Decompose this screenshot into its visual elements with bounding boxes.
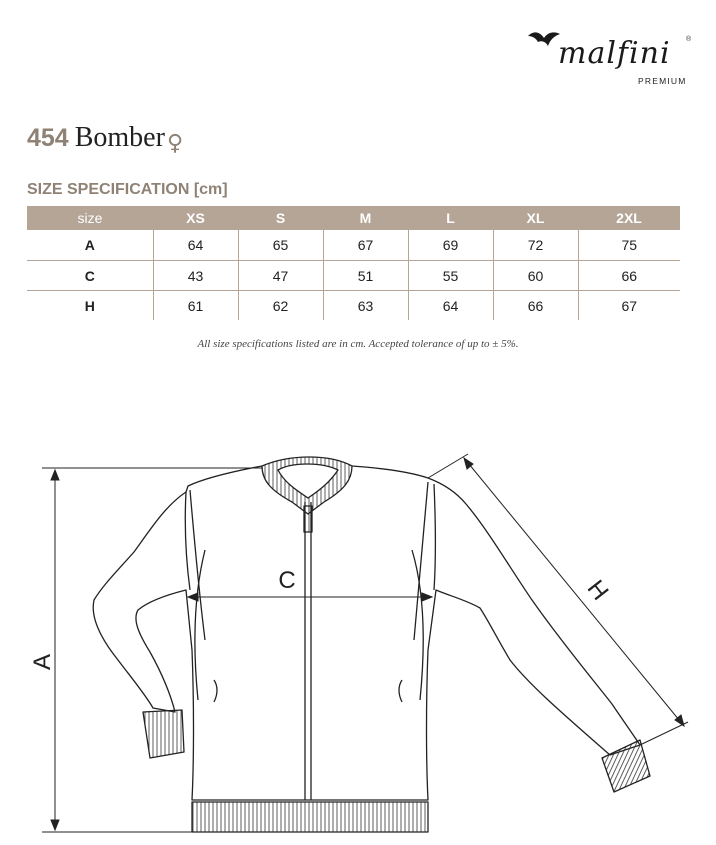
female-symbol-icon: ♀ [166, 131, 184, 156]
header-cell: XL [493, 206, 578, 230]
table-cell: 51 [323, 261, 408, 291]
table-cell: 67 [323, 230, 408, 261]
table-cell: 75 [578, 230, 680, 261]
product-code: 454 [27, 124, 69, 152]
table-cell: 64 [153, 230, 238, 261]
table-cell: 67 [578, 291, 680, 321]
header-cell: L [408, 206, 493, 230]
table-cell: 64 [408, 291, 493, 321]
bird-logo-icon [526, 28, 562, 54]
size-spec-heading: SIZE SPECIFICATION [cm] [27, 181, 228, 198]
table-cell: 66 [578, 261, 680, 291]
table-row [27, 230, 680, 261]
table-cell: 47 [238, 261, 323, 291]
row-label: H [84, 297, 95, 314]
jacket-drawing [0, 440, 716, 845]
size-table [27, 206, 680, 320]
table-cell: 72 [493, 230, 578, 261]
product-title [27, 122, 183, 162]
tolerance-note: All size specifications listed are in cm. Accepted tolerance of up to ± 5%. [197, 338, 519, 350]
table-cell: 63 [323, 291, 408, 321]
table-row [27, 291, 680, 321]
row-label: C [27, 261, 153, 291]
table-cell: 69 [408, 230, 493, 261]
table-cell: 62 [238, 291, 323, 321]
brand-wordmark: malfini [558, 36, 671, 71]
product-name: Bomber [74, 122, 165, 153]
table-cell: 55 [408, 261, 493, 291]
registered-mark: ® [686, 36, 692, 43]
row-label: A [27, 230, 153, 261]
table-row [27, 261, 680, 291]
header-cell: XS [153, 206, 238, 230]
measure-label-a: A [29, 653, 56, 671]
table-cell: 61 [153, 291, 238, 321]
table-cell: 66 [493, 291, 578, 321]
header-cell: 2XL [578, 206, 680, 230]
table-header-row [27, 206, 680, 230]
header-cell: M [323, 206, 408, 230]
table-cell: 65 [238, 230, 323, 261]
header-cell: size [27, 206, 153, 230]
table-cell: 60 [493, 261, 578, 291]
measure-label-c: C [278, 567, 296, 594]
brand-logo [520, 22, 710, 92]
measure-label-h: H [581, 575, 614, 606]
brand-tagline: PREMIUM [638, 76, 687, 86]
header-cell: S [238, 206, 323, 230]
table-cell: 43 [153, 261, 238, 291]
